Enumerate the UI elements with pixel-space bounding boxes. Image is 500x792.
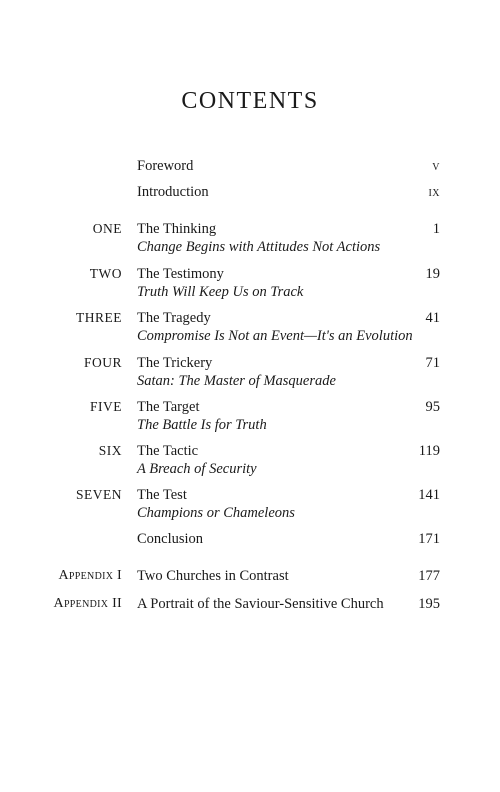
toc-page-number: 171 — [418, 531, 440, 547]
toc-page-number: 71 — [425, 355, 440, 371]
toc-page-number: 119 — [418, 443, 440, 459]
appendix-label: Appendix I — [58, 568, 122, 583]
toc-entry-title: The Test — [137, 487, 187, 503]
toc-entry-title: A Portrait of the Saviour-Sensitive Church — [137, 596, 384, 612]
toc-entry-title-block — [137, 486, 295, 522]
chapter-label: ONE — [92, 221, 122, 236]
chapter-label: FOUR — [83, 355, 122, 370]
appendix-label: Appendix II — [53, 596, 122, 611]
toc-page-number: 95 — [425, 399, 440, 415]
toc-entry-title: Foreword — [137, 158, 194, 174]
toc-entry-subtitle: Change Begins with Attitudes Not Actions — [137, 239, 381, 255]
chapter-label: SEVEN — [76, 487, 122, 502]
toc-entry-title: Introduction — [137, 184, 209, 200]
toc-entry-title-block — [137, 220, 380, 256]
chapter-label: THREE — [76, 310, 122, 325]
toc-entry-title: The Thinking — [137, 221, 217, 237]
toc-page-number: 41 — [425, 310, 440, 326]
page-title: CONTENTS — [181, 88, 319, 114]
chapter-label: TWO — [89, 266, 122, 281]
toc-entry-subtitle: Compromise Is Not an Event—It's an Evolution — [137, 328, 413, 344]
toc-entry-title-block — [137, 265, 303, 301]
toc-page-number: v — [432, 158, 440, 174]
toc-entry-subtitle: Satan: The Master of Masquerade — [137, 373, 336, 389]
toc-entry-subtitle: Truth Will Keep Us on Track — [137, 284, 304, 300]
toc-entry-title: The Tragedy — [137, 310, 211, 326]
toc-page-number: 195 — [418, 596, 440, 612]
toc-page-number: 1 — [432, 221, 440, 237]
toc-entry-title: The Testimony — [137, 266, 224, 282]
toc-page-number: 177 — [418, 568, 440, 584]
toc-entry-subtitle: The Battle Is for Truth — [137, 417, 267, 433]
toc-page-number: ix — [428, 184, 440, 200]
toc-entry-title: Two Churches in Contrast — [137, 568, 289, 584]
toc-entry-title-block — [137, 442, 257, 478]
toc-entry-title: The Tactic — [137, 443, 199, 459]
toc-entry-title: The Target — [137, 399, 200, 415]
chapter-label: SIX — [98, 443, 122, 458]
toc-entry-title: Conclusion — [137, 531, 204, 547]
toc-entry-subtitle: A Breach of Security — [137, 461, 257, 477]
toc-entry-title-block — [137, 398, 267, 434]
toc-page-number: 19 — [425, 266, 440, 282]
toc-page-number: 141 — [418, 487, 440, 503]
toc-entry-subtitle: Champions or Chameleons — [137, 505, 295, 521]
toc-entry-title: The Trickery — [137, 355, 213, 371]
toc-entry-title-block — [137, 354, 336, 390]
chapter-label: FIVE — [90, 399, 122, 414]
toc-entry-title-block — [137, 309, 413, 345]
